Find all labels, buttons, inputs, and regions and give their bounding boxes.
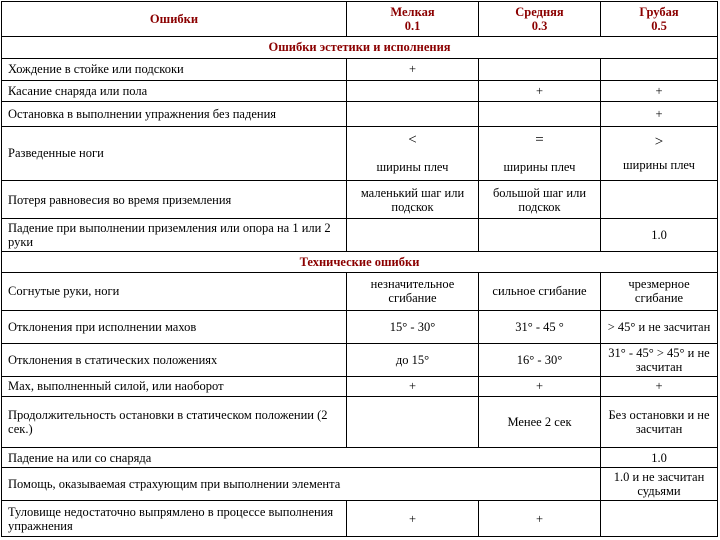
cell-rough [601, 501, 718, 537]
table-row [2, 80, 718, 101]
row-label: Падение на или со снаряда [2, 448, 601, 468]
cell-medium [479, 219, 601, 252]
table-row [2, 343, 718, 376]
cell-medium: Менее 2 сек [479, 397, 601, 448]
cell-small: + [347, 59, 479, 80]
row-label: Согнутые руки, ноги [2, 272, 347, 311]
table-row [2, 180, 718, 219]
cell-rough [601, 180, 718, 219]
cell-medium: 31° - 45 ° [479, 311, 601, 344]
header-errors: Ошибки [2, 2, 347, 37]
cell-small-text: ширины плеч [376, 160, 449, 175]
row-label: Помощь, оказываемая страхующим при выполнении элемента [2, 468, 601, 501]
table-row [2, 376, 718, 396]
section-row [2, 252, 718, 272]
cell-rough: + [601, 102, 718, 127]
cell-rough: > 45° и не засчитан [601, 311, 718, 344]
cell-small: незначительное сгибание [347, 272, 479, 311]
cell-rough: + [601, 376, 718, 396]
section-technical: Технические ошибки [2, 252, 718, 272]
header-row [2, 2, 718, 37]
cell-rough: чрезмерное сгибание [601, 272, 718, 311]
header-small-name: Мелкая [390, 4, 435, 19]
cell-small: маленький шаг или подскок [347, 180, 479, 219]
cell-rough: 1.0 [601, 219, 718, 252]
row-label: Хождение в стойке или подскоки [2, 59, 347, 80]
cell-medium: + [479, 501, 601, 537]
cell-small [347, 102, 479, 127]
header-rough [601, 2, 718, 37]
cell-rough: 1.0 и не засчитан судьями [601, 468, 718, 501]
cell-medium [479, 126, 601, 180]
header-small-value: 0.1 [404, 18, 421, 33]
row-label: Потеря равновесия во время приземления [2, 180, 347, 219]
table-row [2, 59, 718, 80]
cell-medium [479, 59, 601, 80]
header-small [347, 2, 479, 37]
cell-small [347, 219, 479, 252]
cell-medium: 16° - 30° [479, 343, 601, 376]
row-label: Отклонения в статических положениях [2, 343, 347, 376]
row-label: Туловище недостаточно выпрямлено в процессе выполнения упражнения [2, 501, 347, 537]
cell-medium: + [479, 80, 601, 101]
header-medium-value: 0.3 [531, 18, 548, 33]
section-aesthetics: Ошибки эстетики и исполнения [2, 36, 718, 58]
table-row [2, 311, 718, 344]
cell-medium [479, 102, 601, 127]
cell-medium: большой шаг или подскок [479, 180, 601, 219]
cell-rough [601, 126, 718, 180]
greater-than-symbol: > [654, 133, 664, 150]
cell-small: + [347, 501, 479, 537]
cell-small: до 15° [347, 343, 479, 376]
row-label: Касание снаряда или пола [2, 80, 347, 101]
header-medium-name: Средняя [515, 4, 564, 19]
row-label: Остановка в выполнении упражнения без падения [2, 102, 347, 127]
cell-medium: сильное сгибание [479, 272, 601, 311]
cell-medium-text: ширины плеч [503, 160, 576, 175]
table-row [2, 397, 718, 448]
table-row [2, 448, 718, 468]
less-than-symbol: < [408, 131, 417, 148]
header-rough-name: Грубая [639, 4, 679, 19]
cell-small [347, 397, 479, 448]
row-label: Разведенные ноги [2, 126, 347, 180]
cell-rough: + [601, 80, 718, 101]
cell-rough: 31° - 45° > 45° и не засчитан [601, 343, 718, 376]
cell-small: + [347, 376, 479, 396]
cell-rough: 1.0 [601, 448, 718, 468]
table-row [2, 272, 718, 311]
penalty-table [1, 1, 718, 537]
row-label: Отклонения при исполнении махов [2, 311, 347, 344]
section-row [2, 36, 718, 58]
table-row [2, 501, 718, 537]
table-row [2, 126, 718, 180]
header-rough-value: 0.5 [651, 18, 667, 33]
equals-symbol: = [535, 131, 544, 148]
cell-small: 15° - 30° [347, 311, 479, 344]
cell-rough [601, 59, 718, 80]
cell-small [347, 80, 479, 101]
header-medium [479, 2, 601, 37]
cell-small [347, 126, 479, 180]
row-label: Мах, выполненный силой, или наоборот [2, 376, 347, 396]
cell-rough-text: ширины плеч [623, 158, 695, 173]
table-row [2, 468, 718, 501]
table-row [2, 102, 718, 127]
row-label: Продолжительность остановки в статическом положении (2 сек.) [2, 397, 347, 448]
row-label: Падение при выполнении приземления или опора на 1 или 2 руки [2, 219, 347, 252]
table-row [2, 219, 718, 252]
cell-rough: Без остановки и не засчитан [601, 397, 718, 448]
cell-medium: + [479, 376, 601, 396]
